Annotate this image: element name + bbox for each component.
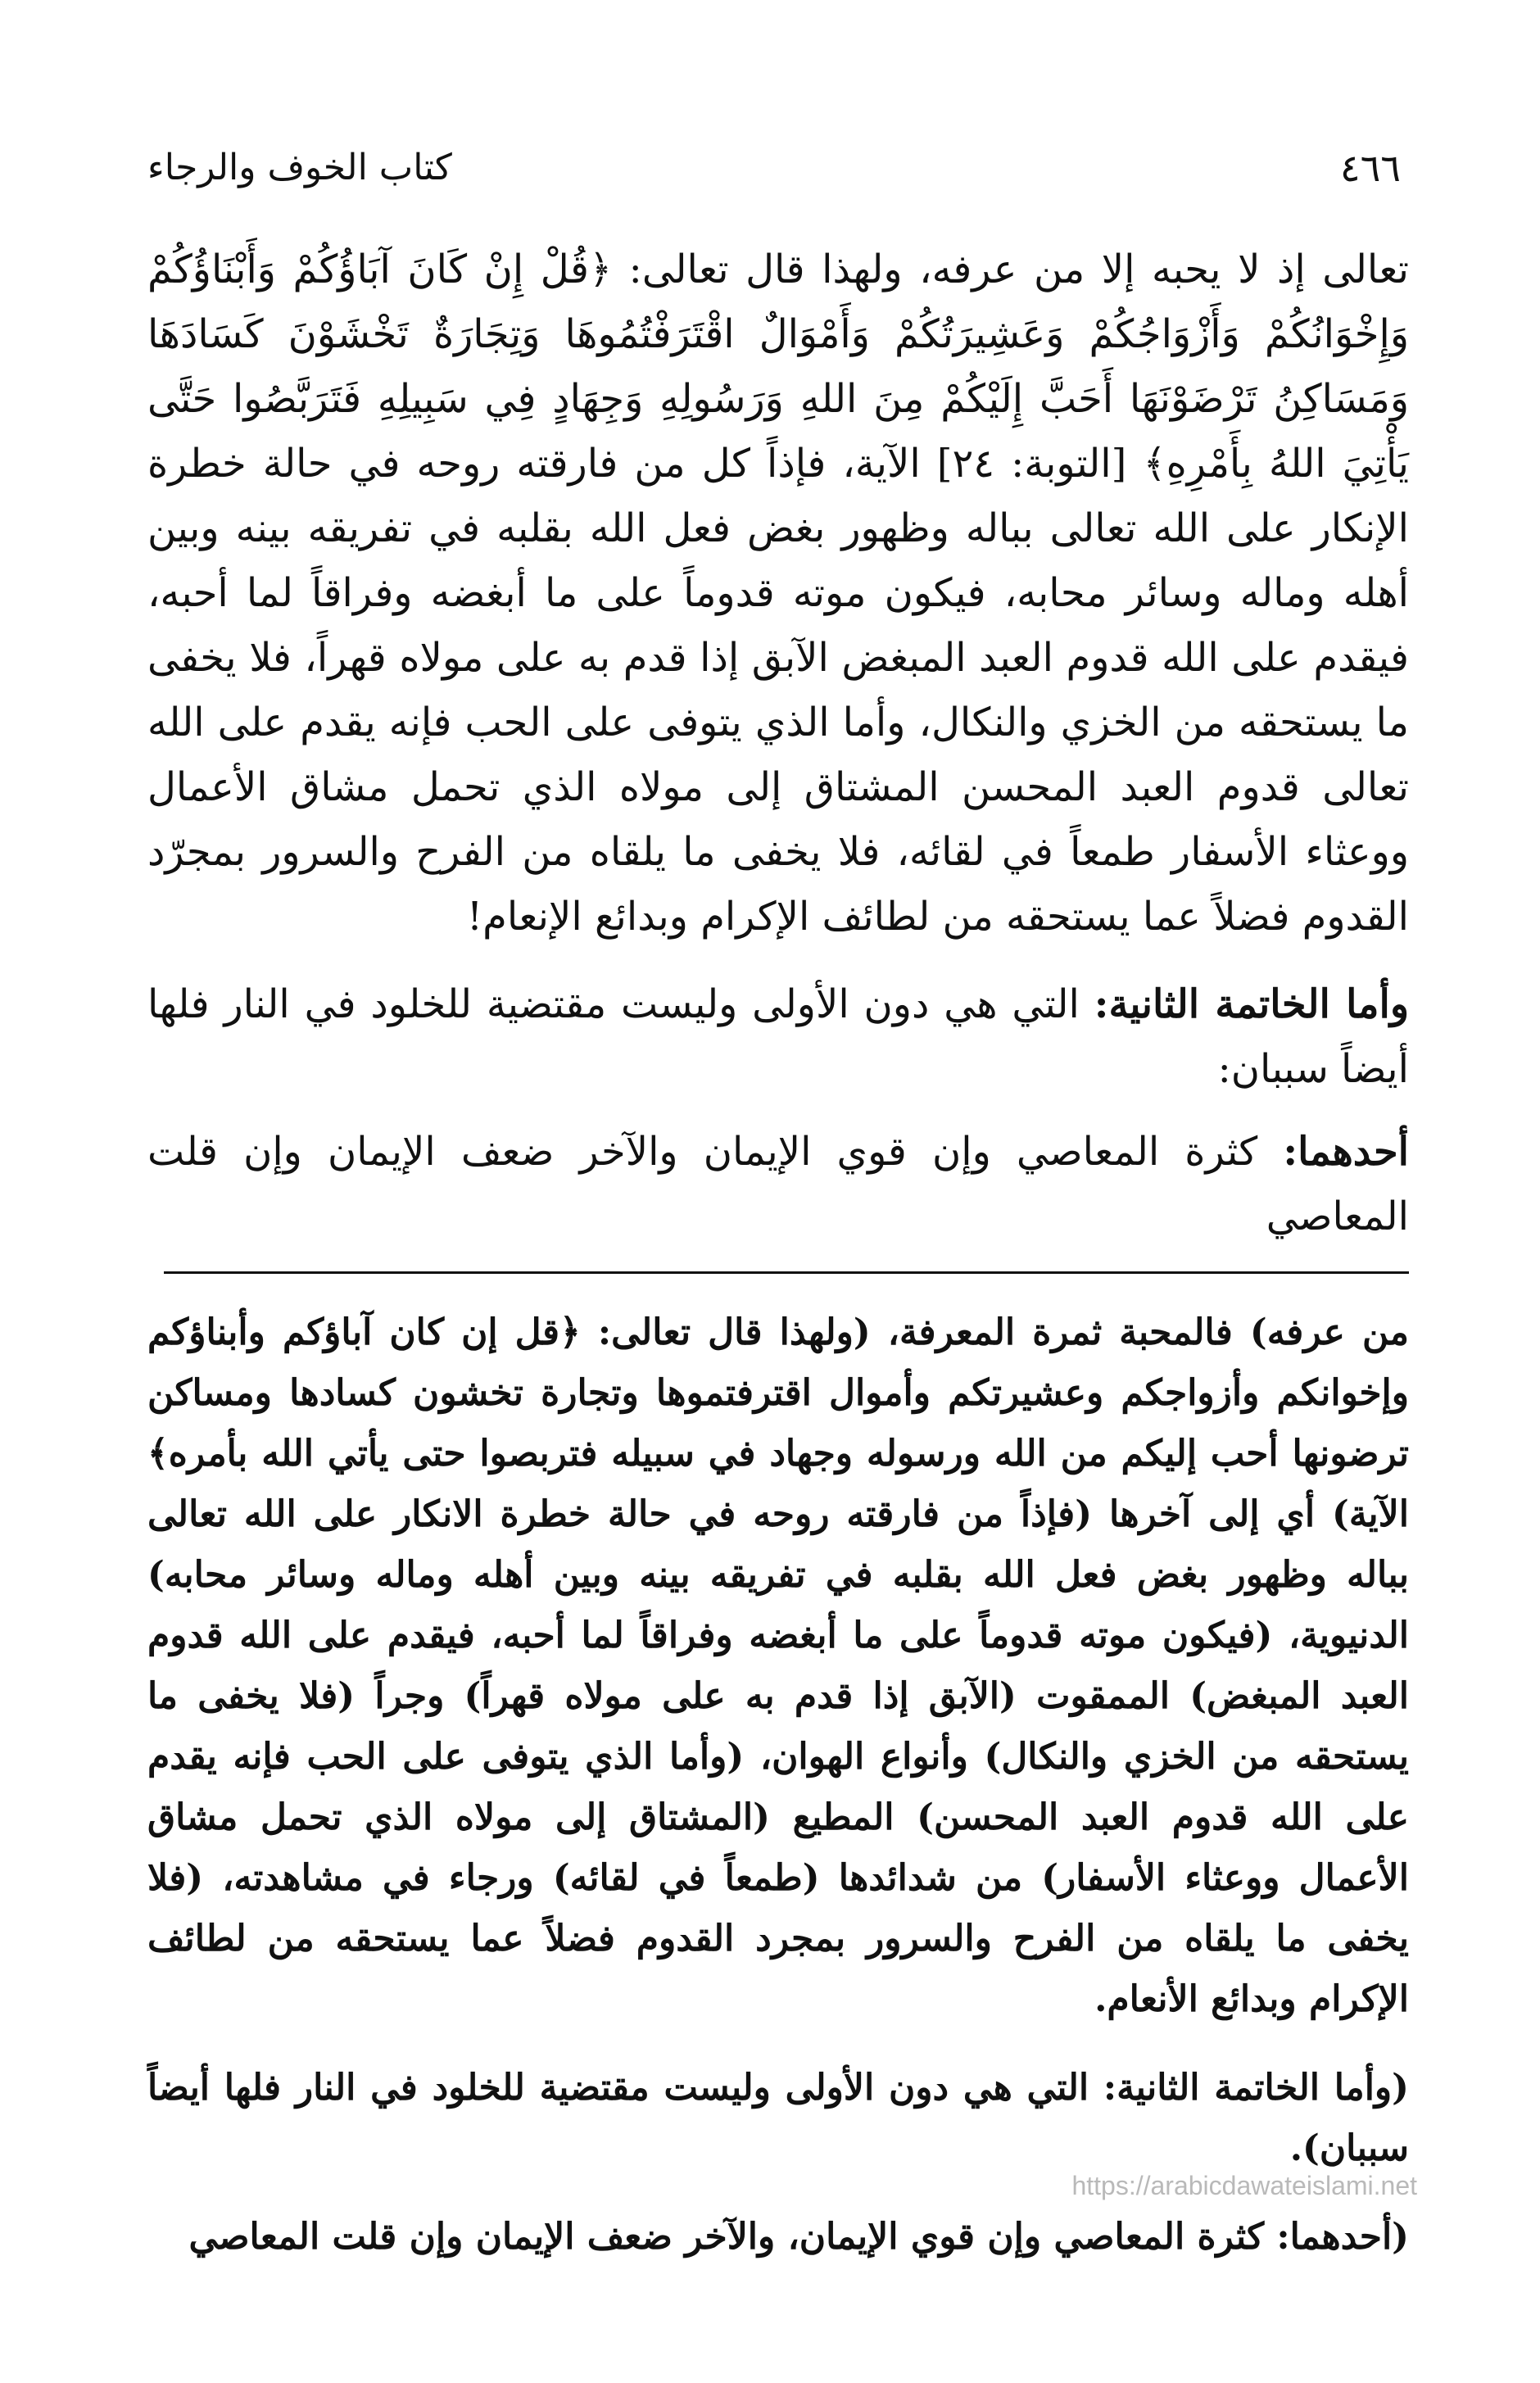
watermark-url: https://arabicdawateislami.net: [1071, 2171, 1417, 2200]
running-header: [147, 143, 1401, 201]
commentary-text: [147, 1302, 1409, 2267]
book-title: كتاب الخوف والرجاء: [147, 147, 452, 188]
commentary-paragraph: من عرفه) فالمحبة ثمرة المعرفة، (ولهذا قال تعالى: ﴿قل إن كان آباؤكم وأبناؤكم وإخوانكم وأزواجكم وعشيرتكم وأموال اقترفتموها وتجارة تخشون كسادها ومساكن ترضونها أحب إليكم من الله ورسوله وجهاد في سبيله فتربصوا حتى يأتي الله بأمره﴾ الآية) أي إلى آخرها (فإذاً من فارقته روحه في حالة خطرة الانكار على الله تعالى بباله وظهور بغض فعل الله بقلبه في تفريقه بينه وبين أهله وماله وسائر محابه) الدنيوية، (فيكون موته قدوماً على ما أبغضه وفراقاً لما أحبه، فيقدم على الله قدوم العبد المبغض) الممقوت (الآبق إذا قدم به على مولاه قهراً) وجراً (فلا يخفى ما يستحقه من الخزي والنكال) وأنواع الهوان، (وأما الذي يتوفى على الحب فإنه يقدم على الله قدوم العبد المحسن) المطيع (المشتاق إلى مولاه الذي تحمل مشاق الأعمال ووعثاء الأسفار) من شدائدها (طمعاً في لقائه) ورجاء في مشاهدته، (فلا يخفى ما يلقاه من الفرح والسرور بمجرد القدوم فضلاً عما يستحقه من لطائف الإكرام وبدائع الأنعام.: [147, 1312, 1409, 2020]
commentary-paragraph: (أحدهما: كثرة المعاصي وإن قوي الإيمان، والآخر ضعف الإيمان وإن قلت المعاصي: [188, 2216, 1409, 2258]
commentary-paragraph: (وأما الخاتمة الثانية: التي هي دون الأولى وليست مقتضية للخلود في النار فلها أيضاً سببان).: [147, 2067, 1409, 2169]
page-number: ٤٦٦: [1339, 146, 1401, 190]
section-heading: أحدهما:: [1283, 1129, 1409, 1175]
main-paragraph-first-cause: [147, 1120, 1409, 1249]
section-heading: وأما الخاتمة الثانية:: [1094, 981, 1409, 1027]
separator-rule: [164, 1271, 1409, 1274]
paragraph-text: التي هي دون الأولى وليست مقتضية للخلود في النار فلها أيضاً سببان:: [147, 981, 1409, 1092]
main-paragraph: تعالى إذ لا يحبه إلا من عرفه، ولهذا قال تعالى: ﴿قُلْ إِنْ كَانَ آبَاؤُكُمْ وَأَبْنَاؤُكُمْ وَإِخْوَانُكُمْ وَأَزْوَاجُكُمْ وَعَشِيرَتُكُمْ وَأَمْوَالٌ اقْتَرَفْتُمُوهَا وَتِجَارَةٌ تَخْشَوْنَ كَسَادَهَا وَمَسَاكِنُ تَرْضَوْنَهَا أَحَبَّ إِلَيْكُمْ مِنَ اللهِ وَرَسُولِهِ وَجِهَادٍ فِي سَبِيلِهِ فَتَرَبَّصُوا حَتَّى يَأْتِيَ اللهُ بِأَمْرِهِ﴾ [التوبة: ٢٤] الآية، فإذاً كل من فارقته روحه في حالة خطرة الإنكار على الله تعالى بباله وظهور بغض فعل الله بقلبه في تفريقه بينه وبين أهله وماله وسائر محابه، فيكون موته قدوماً على ما أبغضه وفراقاً لما أحبه، فيقدم على الله قدوم العبد المبغض الآبق إذا قدم به على مولاه قهراً، فلا يخفى ما يستحقه من الخزي والنكال، وأما الذي يتوفى على الحب فإنه يقدم على الله تعالى قدوم العبد المحسن المشتاق إلى مولاه الذي تحمل مشاق الأعمال ووعثاء الأسفار طمعاً في لقائه، فلا يخفى ما يلقاه من الفرح والسرور بمجرّد القدوم فضلاً عما يستحقه من لطائف الإكرام وبدائع الإنعام!: [147, 247, 1410, 940]
main-paragraph-second-ending: [147, 972, 1409, 1102]
main-text: [147, 238, 1409, 1249]
paragraph-text: كثرة المعاصي وإن قوي الإيمان والآخر ضعف الإيمان وإن قلت المعاصي: [147, 1129, 1409, 1239]
